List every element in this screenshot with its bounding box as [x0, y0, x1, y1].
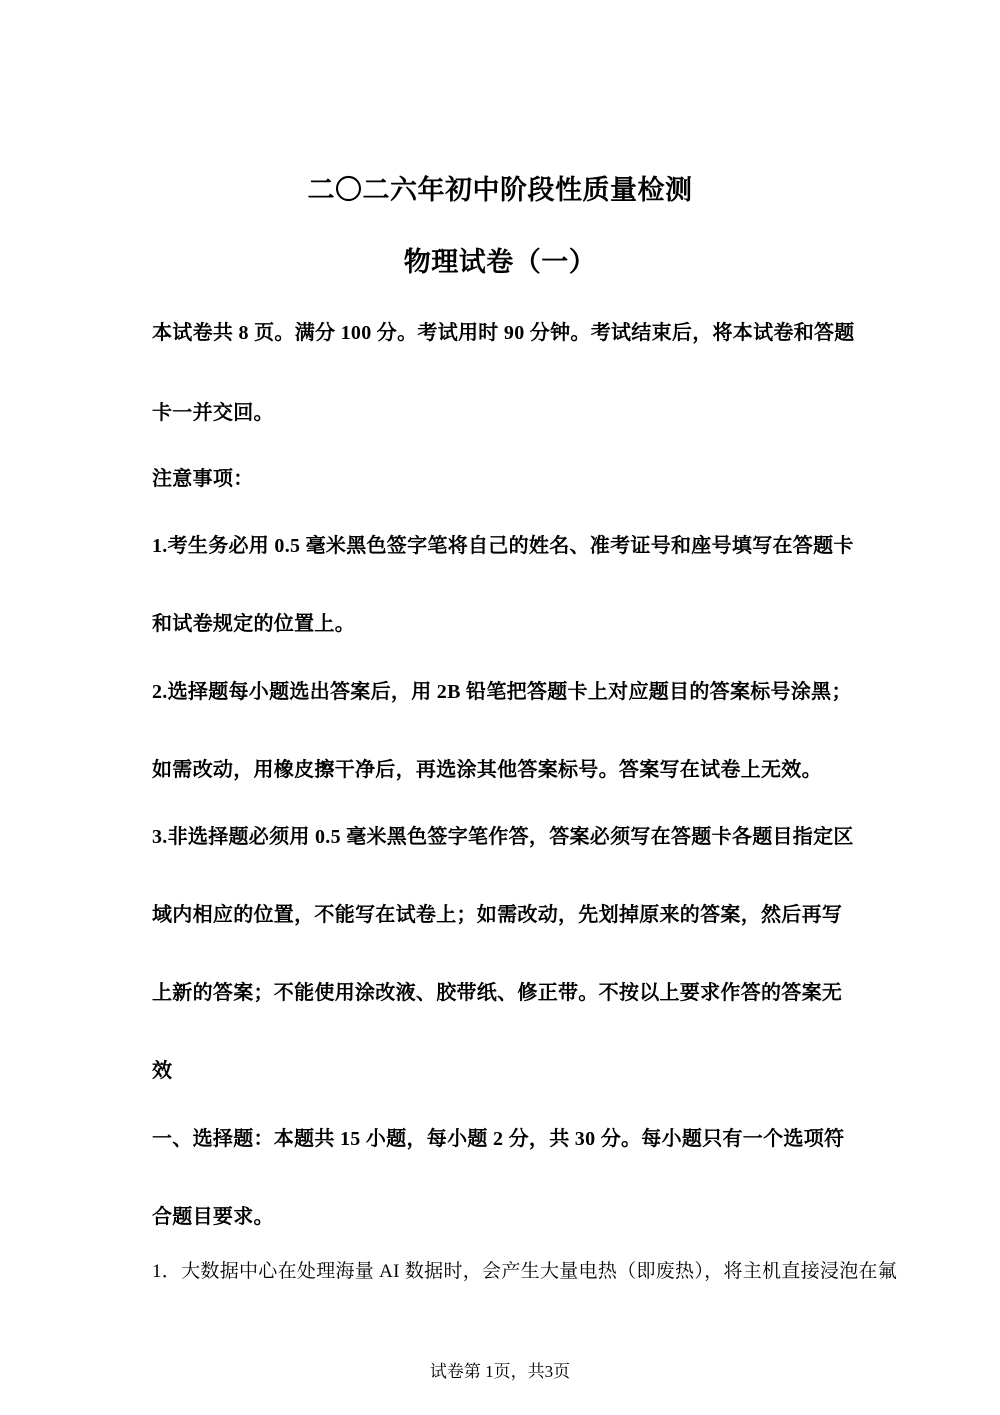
intro-line-1: 本试卷共 8 页。满分 100 分。考试用时 90 分钟。考试结束后，将本试卷和答题: [152, 322, 855, 344]
notice-2-line-2: 如需改动，用橡皮擦干净后，再选涂其他答案标号。答案写在试卷上无效。: [152, 759, 822, 781]
notice-2-line-1: 2.选择题每小题选出答案后，用 2B 铅笔把答题卡上对应题目的答案标号涂黑；: [152, 681, 852, 703]
page-footer: 试卷第 1页，共3页: [429, 1362, 571, 1381]
notice-3-line-2: 域内相应的位置，不能写在试卷上；如需改动，先划掉原来的答案，然后再写: [152, 904, 843, 926]
question-1-line-1: 1．大数据中心在处理海量 AI 数据时，会产生大量电热（即废热），将主机直接浸泡在氟: [152, 1261, 898, 1282]
notice-3-line-3: 上新的答案；不能使用涂改液、胶带纸、修正带。不按以上要求作答的答案无: [152, 982, 843, 1004]
notice-1-line-1: 1.考生务必用 0.5 毫米黑色签字笔将自己的姓名、准考证号和座号填写在答题卡: [152, 535, 854, 557]
section-1-line-2: 合题目要求。: [152, 1206, 274, 1228]
intro-line-2: 卡一并交回。: [152, 402, 274, 424]
section-1-line-1: 一、选择题：本题共 15 小题，每小题 2 分，共 30 分。每小题只有一个选项符: [152, 1128, 845, 1150]
notice-heading: 注意事项：: [152, 468, 254, 490]
notice-1-line-2: 和试卷规定的位置上。: [152, 613, 355, 635]
notice-3-line-1: 3.非选择题必须用 0.5 毫米黑色签字笔作答，答案必须写在答题卡各题目指定区: [152, 826, 854, 848]
notice-3-line-4: 效: [152, 1060, 173, 1082]
exam-subtitle: 物理试卷（一）: [403, 247, 597, 278]
exam-main-title: 二〇二六年初中阶段性质量检测: [307, 175, 693, 206]
